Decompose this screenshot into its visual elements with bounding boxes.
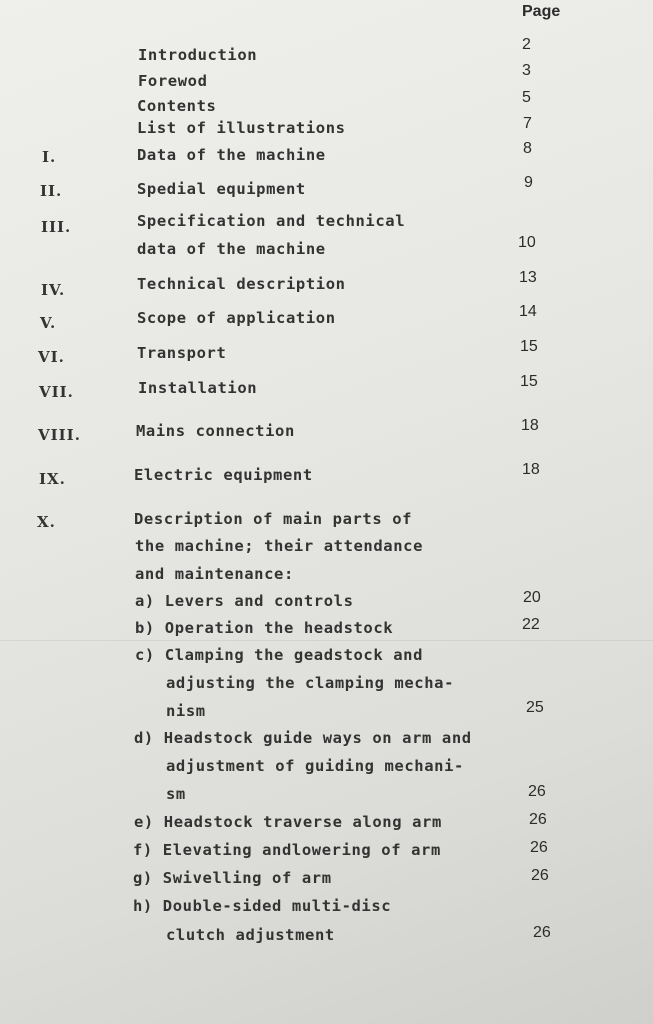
toc-title: data of the machine: [137, 240, 326, 258]
toc-page: 25: [526, 699, 544, 716]
toc-page: 14: [519, 303, 537, 320]
toc-page: 13: [519, 269, 537, 286]
toc-title: Mains connection: [136, 422, 295, 440]
toc-section-number: I.: [42, 148, 57, 166]
toc-page: 2: [522, 36, 531, 53]
toc-section-number: II.: [40, 182, 63, 200]
toc-subentry: c) Clamping the geadstock and: [135, 646, 424, 664]
toc-title: Forewod: [138, 72, 208, 90]
toc-title: Data of the machine: [137, 146, 326, 164]
toc-subentry: b) Operation the headstock: [135, 619, 394, 637]
toc-page: 26: [528, 783, 546, 800]
toc-title: Transport: [137, 344, 227, 362]
toc-subentry: f) Elevating andlowering of arm: [133, 841, 441, 859]
toc-section-number: IV.: [41, 281, 66, 299]
toc-page: 26: [529, 811, 547, 828]
toc-page: 7: [523, 115, 532, 132]
toc-page: 15: [520, 338, 538, 355]
toc-section-number: III.: [41, 218, 72, 236]
toc-page: 5: [522, 89, 531, 106]
paper-fold: [0, 640, 653, 641]
toc-section-number: VI.: [38, 348, 65, 366]
toc-page: 26: [531, 867, 549, 884]
toc-title: Description of main parts of: [134, 510, 413, 528]
toc-subentry: a) Levers and controls: [135, 592, 354, 610]
toc-page: 20: [523, 589, 541, 606]
toc-page: 15: [520, 373, 538, 390]
toc-page: 18: [522, 461, 540, 478]
toc-subentry: d) Headstock guide ways on arm and: [134, 729, 472, 747]
toc-section-number: VIII.: [38, 426, 81, 444]
toc-subentry: h) Double-sided multi-disc: [133, 897, 392, 915]
toc-page: 9: [524, 174, 533, 191]
toc-page: 26: [530, 839, 548, 856]
toc-section-number: IX.: [39, 470, 66, 488]
toc-title: Contents: [137, 97, 217, 115]
toc-title: the machine; their attendance: [135, 537, 424, 555]
toc-subentry: sm: [166, 785, 186, 803]
toc-section-number: X.: [37, 513, 56, 531]
toc-page: 3: [522, 62, 531, 79]
toc-page: 26: [533, 924, 551, 941]
toc-title: Specification and technical: [137, 212, 406, 230]
toc-title: List of illustrations: [137, 119, 346, 137]
toc-subentry: adjustment of guiding mechani-: [166, 757, 464, 775]
toc-title: Technical description: [137, 275, 346, 293]
toc-subentry: nism: [166, 702, 206, 720]
toc-title: Installation: [138, 379, 258, 397]
toc-subentry: adjusting the clamping mecha-: [166, 674, 455, 692]
toc-section-number: V.: [40, 314, 57, 332]
toc-section-number: VII.: [39, 383, 74, 401]
toc-title: Spedial equipment: [137, 180, 306, 198]
toc-title: and maintenance:: [135, 565, 294, 583]
toc-title: Scope of application: [137, 309, 336, 327]
toc-page: 22: [522, 616, 540, 633]
page-column-header: Page: [522, 3, 561, 20]
toc-page: 18: [521, 417, 539, 434]
toc-page: 8: [523, 140, 532, 157]
toc-subentry: clutch adjustment: [166, 926, 335, 944]
toc-title: Introduction: [138, 46, 258, 64]
toc-page: 10: [518, 234, 536, 251]
toc-subentry: g) Swivelling of arm: [133, 869, 332, 887]
toc-subentry: e) Headstock traverse along arm: [134, 813, 442, 831]
toc-title: Electric equipment: [134, 466, 313, 484]
